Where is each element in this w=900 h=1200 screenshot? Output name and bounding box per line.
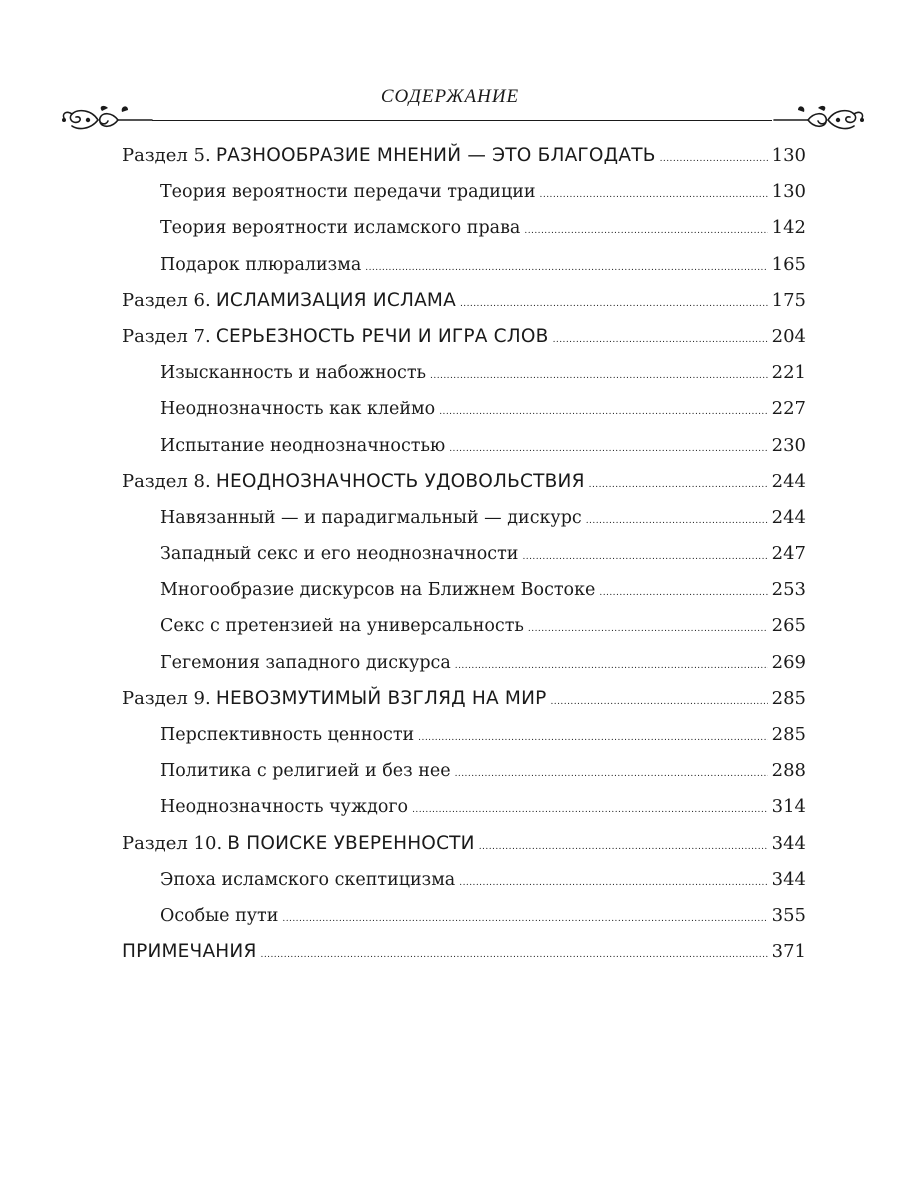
toc-section-title: НЕОДНОЗНАЧНОСТЬ УДОВОЛЬСТВИЯ [215,470,585,492]
header-rule [152,120,772,121]
toc-page-number: 265 [771,615,806,637]
dot-leader [418,720,767,756]
dot-leader [439,394,767,430]
running-header: СОДЕРЖАНИЕ [380,86,520,107]
toc-entry-subsection[interactable] [122,174,806,210]
toc-entry-notes[interactable] [122,934,806,970]
toc-subsection-title: Теория вероятности исламского права [160,218,521,239]
toc-subsection-title: Подарок плюрализма [160,254,362,275]
dot-leader [261,937,768,973]
toc-page-number: 253 [771,579,806,601]
toc-section-prefix: Раздел 7. [122,325,211,347]
toc-subsection-title: Испытание неоднозначностью [160,435,446,456]
toc-subsection-title: Изысканность и набожность [160,363,427,384]
dot-leader [586,503,768,539]
toc-section-prefix: Раздел 9. [122,687,211,709]
toc-section-title: ИСЛАМИЗАЦИЯ ИСЛАМА [215,289,456,311]
toc-page-number: 204 [771,325,806,347]
toc-section-prefix: Раздел 10. [122,832,223,854]
toc-section-title: СЕРЬЕЗНОСТЬ РЕЧИ И ИГРА СЛОВ [215,325,549,347]
toc-subsection-title: Неоднозначность чуждого [160,797,409,818]
dot-leader [528,611,768,647]
dot-leader [459,865,767,901]
toc-subsection-title: Западный секс и его неоднозначности [160,544,519,565]
toc-page-number: 227 [771,398,806,420]
dot-leader [540,177,768,213]
toc-page-number: 269 [771,651,806,673]
dot-leader [430,358,768,394]
table-of-contents [122,138,806,970]
toc-entry-section-6[interactable] [122,283,806,319]
toc-entry-subsection[interactable] [122,789,806,825]
toc-subsection-title: Особые пути [160,905,279,926]
toc-entry-subsection[interactable] [122,572,806,608]
toc-page-number: 344 [771,868,806,890]
toc-section-prefix: Раздел 8. [122,470,211,492]
toc-entry-subsection[interactable] [122,247,806,283]
right-flourish-ornament-icon [772,100,868,134]
toc-entry-subsection[interactable] [122,753,806,789]
toc-page-number: 344 [771,832,806,854]
toc-page-number: 285 [771,724,806,745]
toc-entry-subsection[interactable] [122,862,806,898]
toc-entry-subsection[interactable] [122,210,806,246]
left-flourish-ornament-icon [58,100,154,134]
toc-page-number: 355 [771,904,806,926]
toc-page-number: 244 [771,470,806,492]
dot-leader [553,322,768,358]
toc-subsection-title: Навязанный — и парадигмальный — дискурс [160,507,582,528]
dot-leader [522,539,767,575]
toc-entry-subsection[interactable] [122,391,806,427]
dot-leader [589,467,768,503]
toc-page-number: 314 [771,796,806,818]
toc-subsection-title: Неоднозначность как клеймо [160,399,436,420]
dot-leader [365,250,767,286]
toc-entry-section-7[interactable] [122,319,806,355]
toc-page-number: 165 [771,253,806,275]
toc-section-title: ПРИМЕЧАНИЯ [122,941,257,963]
dot-leader [550,684,767,720]
toc-entry-section-5[interactable] [122,138,806,174]
toc-page-number: 221 [771,362,806,384]
toc-section-title: В ПОИСКЕ УВЕРЕННОСТИ [227,832,475,854]
toc-page-number: 175 [771,289,806,311]
toc-page-number: 130 [771,181,806,203]
toc-entry-subsection[interactable] [122,608,806,644]
toc-section-prefix: Раздел 5. [122,145,211,166]
toc-entry-subsection[interactable] [122,355,806,391]
toc-subsection-title: Перспективность ценности [160,725,415,745]
dot-leader [449,431,767,467]
toc-subsection-title: Многообразие дискурсов на Ближнем Востоке [160,580,596,601]
dot-leader [660,141,768,177]
toc-entry-section-8[interactable] [122,464,806,500]
toc-entry-subsection[interactable] [122,717,806,753]
toc-page-number: 142 [771,217,806,239]
toc-entry-subsection[interactable] [122,645,806,681]
toc-entry-section-9[interactable] [122,681,806,717]
toc-page-number: 230 [771,434,806,456]
toc-page-number: 288 [771,760,806,782]
toc-subsection-title: Эпоха исламского скептицизма [160,869,456,890]
toc-subsection-title: Гегемония западного дискурса [160,652,451,673]
toc-entry-subsection[interactable] [122,428,806,464]
dot-leader [599,575,767,611]
dot-leader [455,756,768,792]
dot-leader [460,286,768,322]
toc-page-number: 244 [771,506,806,528]
toc-page-number: 130 [771,145,806,166]
toc-page-number: 247 [771,543,806,565]
dot-leader [282,901,767,937]
toc-entry-subsection[interactable] [122,500,806,536]
dot-leader [412,792,768,828]
toc-section-prefix: Раздел 6. [122,289,211,311]
toc-page-number: 371 [771,941,806,963]
dot-leader [455,648,768,684]
toc-page-number: 285 [771,687,806,709]
toc-section-title: НЕВОЗМУТИМЫЙ ВЗГЛЯД НА МИР [215,687,547,709]
dot-leader [524,213,767,249]
toc-entry-subsection[interactable] [122,536,806,572]
toc-subsection-title: Секс с претензией на универсальность [160,616,524,637]
toc-subsection-title: Теория вероятности передачи традиции [160,182,536,203]
toc-entry-section-10[interactable] [122,826,806,862]
toc-section-title: РАЗНООБРАЗИЕ МНЕНИЙ — ЭТО БЛАГОДАТЬ [215,145,656,166]
toc-entry-subsection[interactable] [122,898,806,934]
dot-leader [479,829,768,865]
toc-subsection-title: Политика с религией и без нее [160,761,451,782]
